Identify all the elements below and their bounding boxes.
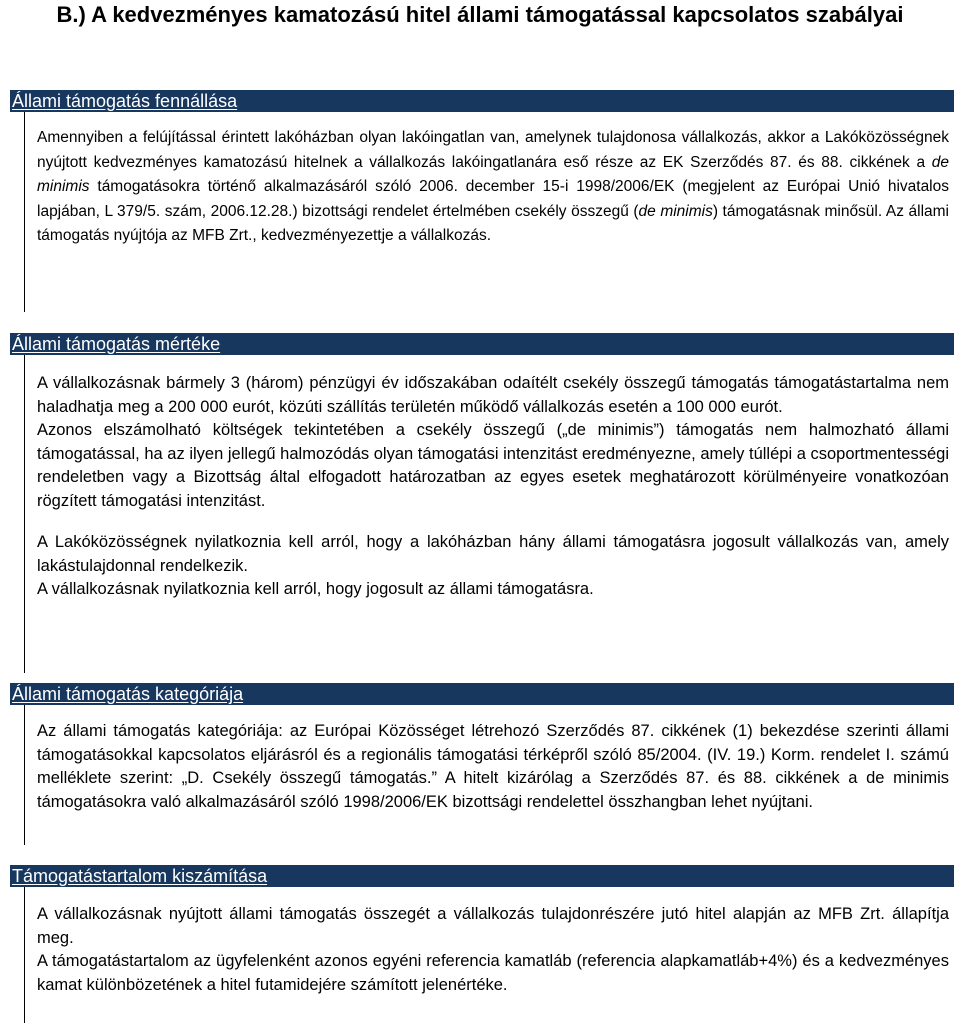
section-heading-label: Állami támogatás mértéke — [12, 334, 221, 354]
text-run: ) támogatásnak minősül. Az állami támogatás nyújtója az MFB Zrt., kedvezményezettje a vállalkozás. — [37, 202, 949, 244]
paragraph: A vállalkozásnak nyilatkoznia kell arról, hogy jogosult az állami támogatásra. — [37, 580, 594, 598]
section-rule — [24, 705, 25, 845]
text-run: támogatásokra történő alkalmazásáról szóló 2006. december 15-i 1998/2006/EK (megjelent az Európai Unió hivatalos lapjában, L 379/5. szám, 2006.12.28.) bizottsági rendelet értelmében csekély összegű ( — [37, 178, 949, 220]
text-run: Amennyiben a felújítással érintett lakóházban olyan lakóingatlan van, amelynek tulajdonosa vállalkozás, akkor a Lakóközösségnek nyújtott kedvezményes kamatozású hitelnek a vállalkozás lakóingatlanára eső része az EK Szerződés 87. és 88. cikkének a — [37, 129, 949, 171]
section-body-kiszamitasa — [37, 903, 949, 997]
paragraph: A Lakóközösségnek nyilatkoznia kell arról, hogy a lakóházban hány állami támogatásra jogosult vállalkozás van, amely lakástulajdonnal rendelkezik. — [37, 533, 949, 575]
section-rule — [24, 887, 25, 1023]
section-rule — [24, 355, 25, 673]
section-body-fennallasa — [37, 126, 949, 249]
section-body-kategoriaja — [37, 720, 949, 814]
section-body-merteke — [37, 372, 949, 602]
page-title: B.) A kedvezményes kamatozású hitel állami támogatással kapcsolatos szabályai — [56, 2, 904, 27]
section-heading-label: Állami támogatás fennállása — [12, 91, 238, 111]
section-heading-merteke — [10, 333, 954, 355]
section-heading-kategoriaja — [10, 683, 954, 705]
italic-term: de minimis — [638, 202, 713, 220]
italic-term: de minimis — [37, 153, 949, 195]
paragraph: Azonos elszámolható költségek tekintetében a csekély összegű („de minimis”) támogatás nem halmozható állami támogatással, ha az ilyen jellegű halmozódás olyan támogatási intenzitást eredményezne, amely túllépi a csoportmentességi rendeletben vagy a Bizottság által elfogadott határozatban az egyes esetek meghatározott körülményeire vonatkozóan rögzített támogatási intenzitást. — [37, 421, 949, 510]
paragraph — [37, 126, 949, 249]
section-heading-label: Állami támogatás kategóriája — [12, 684, 244, 704]
paragraph: A vállalkozásnak nyújtott állami támogatás összegét a vállalkozás tulajdonrészére jutó hitel alapján az MFB Zrt. állapítja meg. — [37, 905, 949, 947]
paragraph: A vállalkozásnak bármely 3 (három) pénzügyi év időszakában odaítélt csekély összegű támogatás támogatástartalma nem haladhatja meg a 200 000 eurót, közúti szállítás területén működő vállalkozás esetén a 100 000 eurót. — [37, 374, 949, 416]
section-heading-fennallasa — [10, 90, 954, 112]
paragraph: A támogatástartalom az ügyfelenként azonos egyéni referencia kamatláb (referencia alapkamatláb+4%) és a kedvezményes kamat különbözetének a hitel futamidejére számított jelenértéke. — [37, 952, 949, 994]
section-heading-kiszamitasa — [10, 865, 954, 887]
paragraph: Az állami támogatás kategóriája: az Európai Közösséget létrehozó Szerződés 87. cikkének (1) bekezdése szerinti állami támogatásokkal kapcsolatos eljárásról és a regionális támogatási térképről szóló 85/2004. (IV. 19.) Korm. rendelet I. számú melléklete szerint: „D. Csekély összegű támogatás.” A hitelt kizárólag a Szerződés 87. és 88. cikkének a de minimis támogatásokra való alkalmazásáról szóló 1998/2006/EK bizottsági rendelettel összhangban lehet nyújtani. — [37, 722, 949, 811]
paragraph-gap — [37, 513, 949, 531]
section-heading-label: Támogatástartalom kiszámítása — [12, 866, 268, 886]
section-rule — [24, 112, 25, 312]
